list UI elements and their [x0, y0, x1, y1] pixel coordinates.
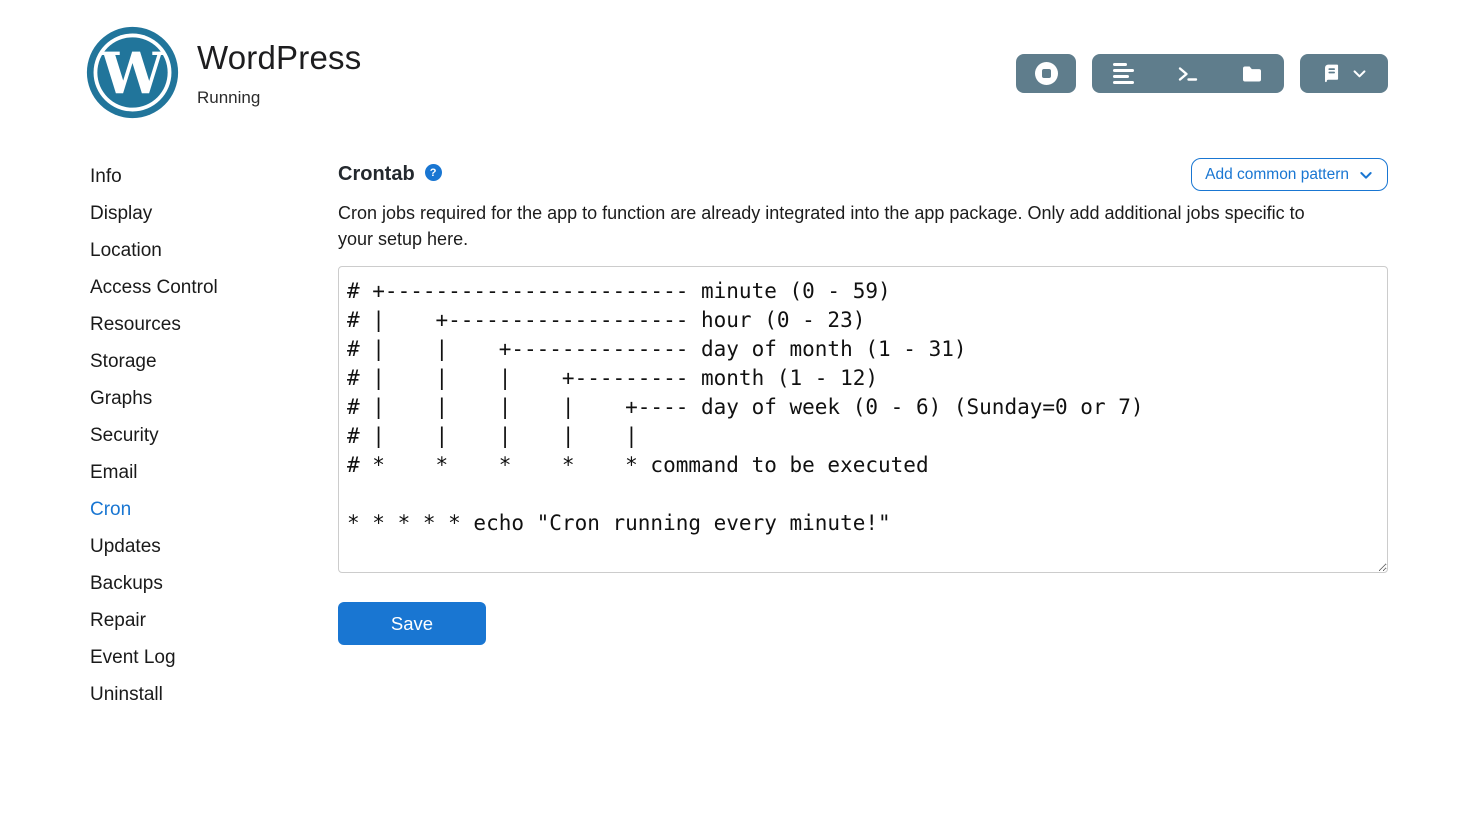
logs-lines-icon [1113, 63, 1135, 84]
header [0, 0, 1481, 120]
help-icon[interactable]: ? [425, 164, 442, 181]
folder-icon [1240, 62, 1264, 86]
heading-group [338, 163, 442, 186]
wordpress-logo-icon [85, 25, 180, 120]
sidebar-item-info[interactable]: Info [90, 166, 122, 187]
sidebar [90, 158, 338, 713]
sidebar-item-repair[interactable]: Repair [90, 610, 146, 631]
sidebar-item-display[interactable]: Display [90, 203, 153, 224]
add-common-pattern-label: Add common pattern [1205, 165, 1349, 183]
app-identity [85, 25, 361, 120]
toolbar [1016, 54, 1388, 93]
sidebar-item-updates[interactable]: Updates [90, 536, 161, 557]
app-status: Running [197, 88, 261, 107]
terminal-icon [1176, 62, 1200, 86]
logbook-dropdown-button[interactable] [1300, 54, 1388, 93]
sidebar-item-uninstall[interactable]: Uninstall [90, 684, 163, 705]
sidebar-item-location[interactable]: Location [90, 240, 162, 261]
logs-button[interactable] [1092, 54, 1156, 93]
sidebar-item-event-log[interactable]: Event Log [90, 647, 176, 668]
save-button[interactable]: Save [338, 602, 486, 645]
crontab-description: Cron jobs required for the app to function are already integrated into the app package. Only add additional jobs specific to your setup here. [338, 203, 1305, 249]
sidebar-item-email[interactable]: Email [90, 462, 138, 483]
app-titles [197, 25, 361, 108]
page-title: Crontab [338, 163, 415, 185]
sidebar-item-security[interactable]: Security [90, 425, 159, 446]
files-button[interactable] [1220, 54, 1284, 93]
toolbar-button-group [1092, 54, 1284, 93]
sidebar-item-cron[interactable]: Cron [90, 499, 132, 520]
terminal-button[interactable] [1156, 54, 1220, 93]
sidebar-item-resources[interactable]: Resources [90, 314, 181, 335]
cron-panel [338, 158, 1388, 713]
svg-text:W: W [100, 40, 165, 108]
stop-icon [1035, 62, 1058, 85]
chevron-down-icon [1351, 65, 1368, 82]
app-title: WordPress [197, 39, 362, 76]
add-common-pattern-button[interactable] [1191, 158, 1388, 191]
content [0, 120, 1481, 713]
crontab-textarea[interactable] [338, 266, 1388, 573]
sidebar-item-storage[interactable]: Storage [90, 351, 157, 372]
chevron-down-icon [1358, 167, 1374, 183]
book-icon [1321, 63, 1342, 84]
stop-app-button[interactable] [1016, 54, 1076, 93]
cron-panel-header [338, 158, 1388, 191]
sidebar-item-graphs[interactable]: Graphs [90, 388, 153, 409]
sidebar-item-backups[interactable]: Backups [90, 573, 163, 594]
sidebar-item-access-control[interactable]: Access Control [90, 277, 218, 298]
